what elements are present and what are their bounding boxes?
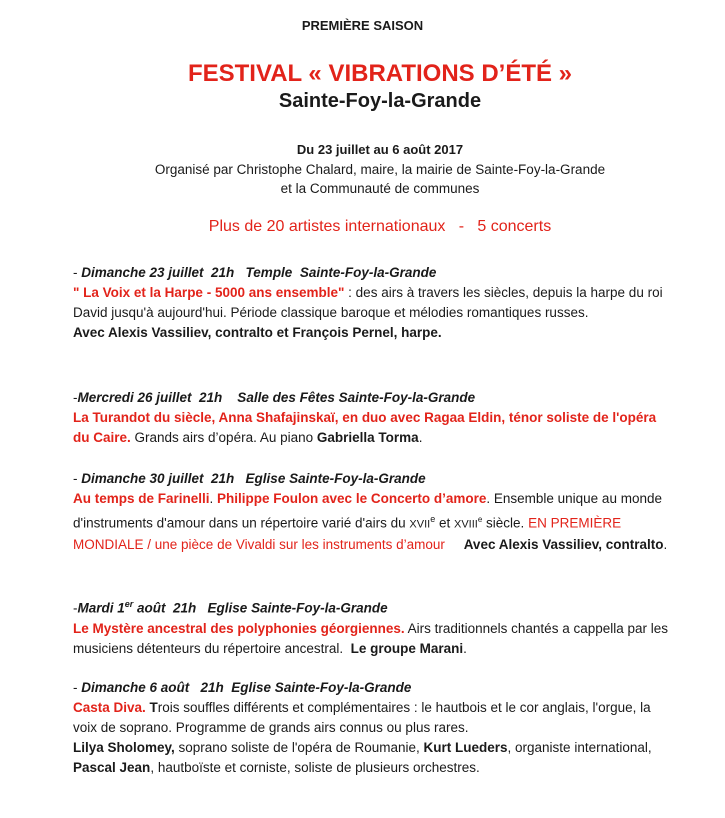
festival-summary: Plus de 20 artistes internationaux - 5 concerts [208, 218, 552, 235]
concert-4-performers: Le groupe Marani [350, 640, 464, 656]
concert-3-sup-2: e [477, 515, 483, 524]
concert-3-desc-1: . Ensemble unique au monde d'instruments d'amour dans un répertoire varié d'airs du [73, 491, 662, 531]
season-label: PREMIÈRE SAISON [301, 18, 424, 33]
concert-2-date: Mercredi 26 juillet 21h Salle des Fêtes Sainte-Foy-la-Grande [77, 390, 476, 405]
concert-4-title: Le Mystère ancestral des polyphonies géorgiennes. [73, 620, 405, 636]
festival-dates: Du 23 juillet au 6 août 2017 [296, 142, 464, 157]
concert-5-title: Casta Diva. [73, 700, 146, 715]
concert-3-title-a: Au temps de Farinelli [73, 491, 210, 506]
concert-1-description: : des airs à travers les siècles, depuis la harpe du roi David jusqu'à aujourd'hui. Période classique baroque et mélodies romantiques russes. [73, 285, 663, 320]
concert-1-date-line [73, 263, 673, 283]
concert-3-body [73, 489, 673, 555]
concert-5-description: rois souffles différents et complémentaires : le hautbois et le cor anglais, l'orgue, la voix de soprano. Programme de grands airs connus ou plus rares. [73, 700, 651, 735]
concert-2 [73, 388, 673, 448]
concert-4-date-a: Mardi 1 [77, 600, 125, 616]
concert-3-century-2: XVIII [453, 518, 478, 531]
concert-5 [73, 678, 673, 778]
concert-3-desc-2: et [435, 515, 454, 531]
concert-3 [73, 469, 673, 555]
concert-5-performer-2: Kurt Lueders [423, 740, 508, 755]
concert-4 [73, 594, 673, 659]
concert-3-desc-3: siècle. [482, 515, 529, 531]
town-subtitle: Sainte-Foy-la-Grande [278, 90, 482, 112]
concert-3-highlight: EN PREMIÈRE MONDIALE / une pièce de Vivaldi sur les instruments d’amour [73, 515, 622, 552]
concert-2-date-line [73, 388, 673, 408]
concert-3-date-line [73, 469, 673, 489]
concert-2-prefix: - [73, 390, 78, 405]
concert-3-prefix: - [73, 471, 82, 486]
concert-3-century-1: XVII [409, 518, 431, 531]
concert-1-title: " La Voix et la Harpe - 5000 ans ensemble" [73, 285, 345, 300]
concert-2-title: La Turandot du siècle, Anna Shafajinskaï, en duo avec Ragaa Eldin, ténor soliste de l'opéra du Caire. [73, 410, 657, 445]
concert-4-date-b: août 21h Eglise Sainte-Foy-la-Grande [133, 600, 388, 616]
concert-1-prefix: - [73, 265, 82, 280]
concert-5-date-line [73, 678, 673, 698]
concert-5-body [73, 698, 673, 738]
concert-1 [73, 263, 673, 343]
organizer-block [0, 160, 725, 198]
concert-3-title-b: Philippe Foulon avec le Concerto d’amore [217, 491, 487, 506]
concert-3-gap [445, 537, 464, 552]
festival-title: FESTIVAL « VIBRATIONS D’ÉTÉ » [187, 60, 573, 87]
concert-5-date: Dimanche 6 août 21h Eglise Sainte-Foy-la-Grande [81, 680, 412, 695]
concert-2-end: . [418, 430, 423, 445]
concert-3-sep: . [209, 491, 218, 506]
concert-5-detail-2: , organiste international, [507, 740, 652, 755]
concert-4-description: Airs traditionnels chantés a cappella par les musiciens détenteurs du répertoire ancestral. [73, 620, 672, 656]
concert-4-end: . [463, 640, 467, 656]
concert-5-t: T [145, 700, 158, 715]
concert-5-prefix: - [73, 680, 82, 695]
organizer-line-1: Organisé par Christophe Chalard, maire, la mairie de Sainte-Foy-la-Grande [154, 162, 606, 177]
concert-4-body [73, 619, 673, 659]
concert-2-performers: Gabriella Torma [316, 430, 419, 445]
concert-3-date: Dimanche 30 juillet 21h Eglise Sainte-Foy-la-Grande [81, 471, 426, 486]
concert-3-end: . [663, 536, 668, 552]
concert-3-sup-1: e [430, 514, 436, 524]
concert-1-date: Dimanche 23 juillet 21h Temple Sainte-Foy-la-Grande [81, 265, 437, 280]
concert-2-description: Grands airs d’opéra. Au piano [130, 430, 317, 445]
concert-4-prefix: - [73, 600, 78, 616]
concert-5-detail-3: , hautboïste et corniste, soliste de plusieurs orchestres. [150, 760, 480, 775]
concert-5-detail-1: soprano soliste de l'opéra de Roumanie, [174, 740, 424, 755]
organizer-line-2: et la Communauté de communes [280, 181, 480, 196]
concert-4-date-sup: er [124, 599, 134, 609]
concert-1-body [73, 283, 673, 323]
concert-1-performers: Avec Alexis Vassiliev, contralto et François Pernel, harpe. [73, 325, 442, 340]
concert-5-performers-line [73, 738, 673, 778]
concert-2-body [73, 408, 673, 448]
concert-4-date-line [73, 594, 673, 619]
concert-3-performers: Avec Alexis Vassiliev, contralto [463, 536, 664, 552]
concert-5-performer-3: Pascal Jean [73, 760, 151, 775]
concert-5-performer-1: Lilya Sholomey, [73, 740, 175, 755]
